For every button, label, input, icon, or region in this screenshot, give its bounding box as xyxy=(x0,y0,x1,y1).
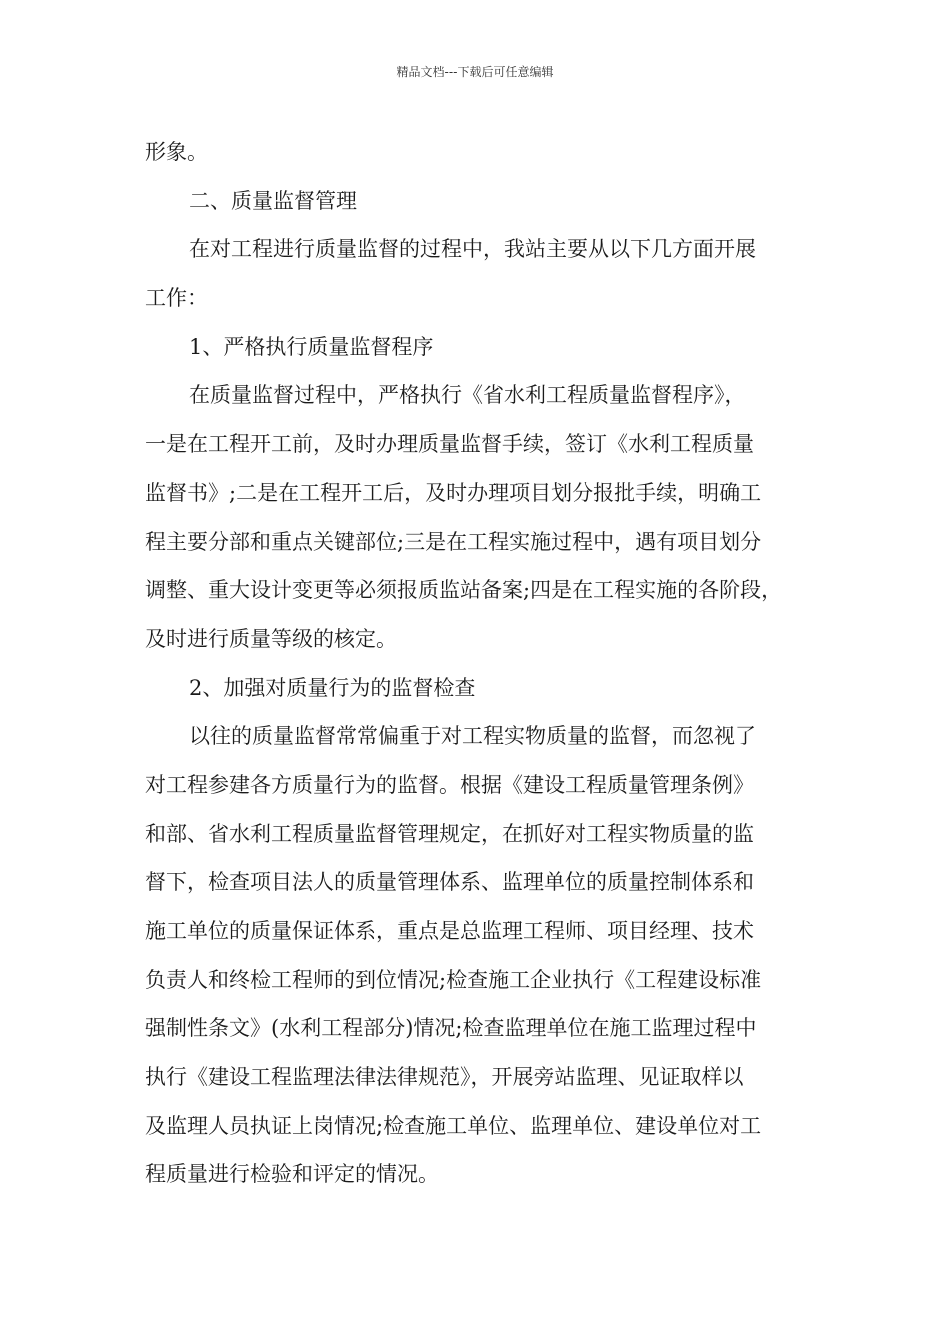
text-line-18: 负责人和终检工程师的到位情况;检查施工企业执行《工程建设标准 xyxy=(145,967,762,992)
page-header: 精品文档---下载后可任意编辑 xyxy=(396,65,554,79)
document-body xyxy=(145,128,810,1199)
text-line-6: 在质量监督过程中，严格执行《省水利工程质量监督程序》， xyxy=(189,383,746,408)
text-line-17: 施工单位的质量保证体系，重点是总监理工程师、项目经理、技术 xyxy=(145,919,754,943)
text-line-4: 工作： xyxy=(145,286,208,311)
text-line-15: 和部、省水利工程质量监督管理规定，在抓好对工程实物质量的监 xyxy=(145,821,754,846)
subheading-2: 2、加强对质量行为的监督检查 xyxy=(189,675,476,700)
text-line-10: 调整、重大设计变更等必须报质监站备案;四是在工程实施的各阶段， xyxy=(145,578,783,603)
text-line-19: 强制性条文》(水利工程部分)情况;检查监理单位在施工监理过程中 xyxy=(145,1016,757,1041)
text-line-1: 形象。 xyxy=(145,140,208,164)
text-line-22: 程质量进行检验和评定的情况。 xyxy=(145,1162,439,1187)
section-heading-quality-supervision: 二、质量监督管理 xyxy=(189,188,357,213)
text-line-7: 一是在工程开工前，及时办理质量监督手续，签订《水利工程质量 xyxy=(145,432,754,457)
text-line-16: 督下，检查项目法人的质量管理体系、监理单位的质量控制体系和 xyxy=(145,870,754,895)
text-line-3: 在对工程进行质量监督的过程中，我站主要从以下几方面开展 xyxy=(189,237,756,262)
text-line-14: 对工程参建各方质量行为的监督。根据《建设工程质量管理条例》 xyxy=(145,772,754,797)
text-line-8: 监督书》;二是在工程开工后，及时办理项目划分报批手续，明确工 xyxy=(145,480,762,505)
subheading-1: 1、严格执行质量监督程序 xyxy=(189,334,434,359)
text-line-20: 执行《建设工程监理法律法律规范》，开展旁站监理、见证取样以 xyxy=(145,1065,744,1090)
text-line-21: 及监理人员执证上岗情况;检查施工单位、监理单位、建设单位对工 xyxy=(145,1113,762,1138)
text-line-11: 及时进行质量等级的核定。 xyxy=(145,626,397,651)
text-line-9: 程主要分部和重点关键部位;三是在工程实施过程中，遇有项目划分 xyxy=(145,529,762,554)
text-line-13: 以往的质量监督常常偏重于对工程实物质量的监督，而忽视了 xyxy=(189,724,756,749)
